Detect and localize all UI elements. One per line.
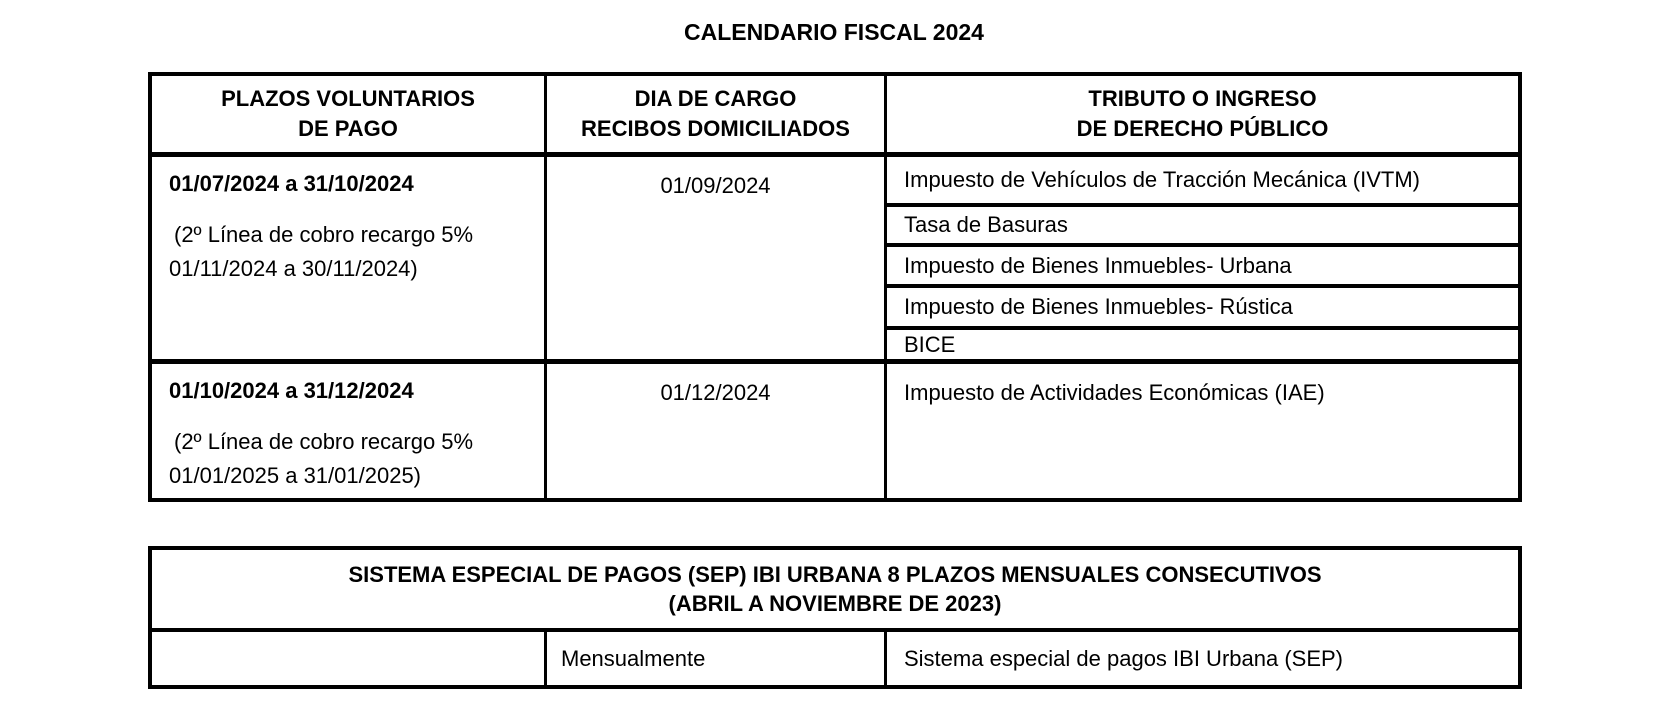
- sep-table-header: [152, 550, 1518, 632]
- fiscal-calendar-table: [148, 72, 1522, 502]
- plazo-note: [169, 425, 536, 493]
- cell-plazo-row1: [152, 157, 547, 364]
- page-title: CALENDARIO FISCAL 2024: [684, 19, 984, 45]
- sep-cell-cargo: Mensualmente: [547, 632, 887, 685]
- tributo-item: BICE: [904, 331, 956, 357]
- plazo-note-line: 01/01/2025 a 31/01/2025): [169, 463, 422, 488]
- header-line: DE DERECHO PÚBLICO: [1076, 116, 1329, 141]
- tributo-item: Impuesto de Vehículos de Tracción Mecánica (IVTM): [887, 157, 1518, 207]
- header-line: DIA DE CARGO: [634, 86, 797, 111]
- tributo-item: Tasa de Basuras: [887, 207, 1518, 247]
- plazo-note-line: (2º Línea de cobro recargo 5%: [174, 222, 474, 247]
- sep-table-row: [152, 632, 1518, 685]
- header-line: RECIBOS DOMICILIADOS: [581, 116, 850, 141]
- plazo-dates: 01/10/2024 a 31/12/2024: [169, 378, 414, 403]
- sep-cell-plazo: [152, 632, 547, 685]
- header-line: PLAZOS VOLUNTARIOS: [221, 86, 475, 111]
- plazo-note: [169, 218, 536, 286]
- cell-cargo-row2: 01/12/2024: [547, 364, 887, 498]
- sep-table: [148, 546, 1522, 689]
- sep-header-line: (ABRIL A NOVIEMBRE DE 2023): [668, 591, 1002, 616]
- header-tributo-ingreso: [887, 76, 1518, 157]
- header-plazos-voluntarios: [152, 76, 547, 157]
- cell-tributo-row2: Impuesto de Actividades Económicas (IAE): [887, 364, 1518, 498]
- cell-cargo-row1: 01/09/2024: [547, 157, 887, 364]
- tributo-item: Impuesto de Bienes Inmuebles- Urbana: [887, 247, 1518, 288]
- plazo-note-line: 01/11/2024 a 30/11/2024): [169, 256, 418, 281]
- cell-plazo-row2: [152, 364, 547, 498]
- plazo-note-line: (2º Línea de cobro recargo 5%: [174, 429, 474, 454]
- sep-cell-tributo: Sistema especial de pagos IBI Urbana (SEP): [887, 632, 1518, 685]
- header-line: TRIBUTO O INGRESO: [1088, 86, 1317, 111]
- header-dia-de-cargo: [547, 76, 887, 157]
- header-line: DE PAGO: [298, 116, 398, 141]
- plazo-dates: 01/07/2024 a 31/10/2024: [169, 171, 414, 196]
- cell-tributos-row1: [887, 157, 1518, 364]
- tributo-item: Impuesto de Bienes Inmuebles- Rústica: [887, 288, 1518, 330]
- sep-header-line: SISTEMA ESPECIAL DE PAGOS (SEP) IBI URBANA 8 PLAZOS MENSUALES CONSECUTIVOS: [348, 562, 1322, 587]
